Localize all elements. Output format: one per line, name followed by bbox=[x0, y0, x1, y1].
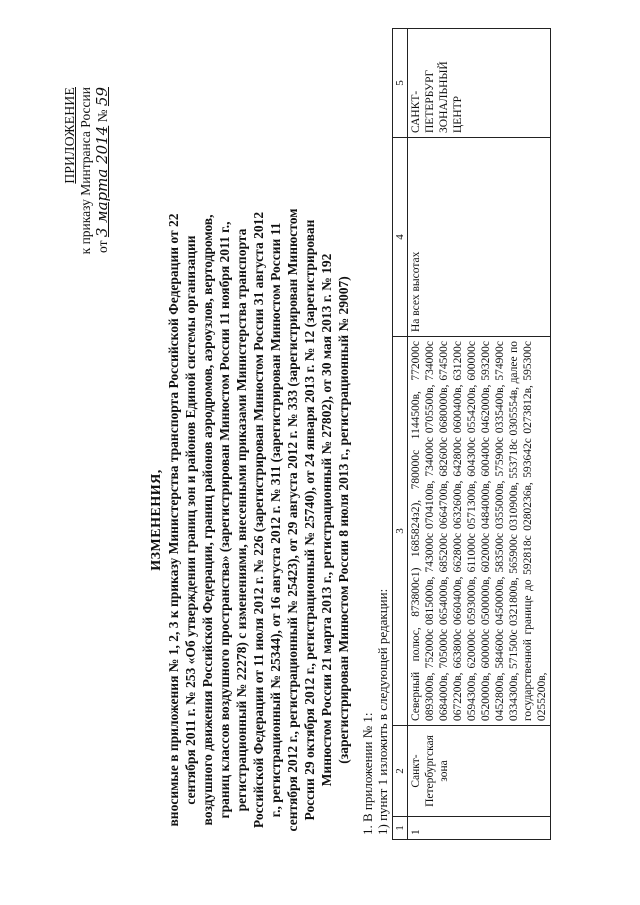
appendix-to-order: к приказу Минтранса России bbox=[78, 87, 93, 255]
table-header-cell: 5 bbox=[393, 29, 408, 138]
handwritten-number: 59 bbox=[93, 87, 111, 107]
amendment-items bbox=[360, 75, 390, 835]
row-number: 1 bbox=[408, 817, 551, 840]
table-header-cell: 2 bbox=[393, 726, 408, 817]
subitem-1: 1) пункт 1 изложить в следующей редакции: bbox=[375, 588, 390, 835]
appendix-date-line bbox=[94, 87, 111, 905]
handwritten-date: 3 марта 2014 bbox=[93, 125, 111, 238]
table-header-cell: 4 bbox=[393, 138, 408, 337]
table-header-row bbox=[393, 29, 408, 840]
table-row bbox=[408, 29, 551, 840]
date-prefix: от bbox=[95, 240, 110, 253]
zone-heights: На всех высотах bbox=[408, 138, 551, 337]
table-header-cell: 3 bbox=[393, 337, 408, 726]
table-header-cell: 1 bbox=[393, 817, 408, 840]
document-heading bbox=[148, 205, 352, 835]
heading-body: вносимые в приложения № 1, 2, 3 к приказу Министерства транспорта Российской Федерации от 22 сентября 2011 г. № 253 «Об утверждении границ зон и районов Единой системы организации воздушного движения Российской Федерации, границ районов аэродромов, аэроузлов, вертодромов, границ классов воздушного пространства» (зарегистрирован Минюстом России 11 ноября 2011 г., регистрационный № 22278) с изменениями, внесенными приказами Министерства транспорта Российской Федерации от 11 июля 2012 г. № 226 (зарегистрирован Минюстом России 31 августа 2012 г., регистрационный № 25344), от 16 августа 2012 г. № 311 (зарегистрирован Минюстом России 11 сентября 2012 г., регистрационный № 25423), от 29 августа 2012 г. № 333 (зарегистрирован Минюстом России 29 октября 2012 г., регистрационный № 25740), от 24 января 2013 г. № 12 (зарегистрирован Минюстом России 21 марта 2013 г., регистрационный № 27802), от 30 мая 2013 г. № 192 (зарегистрирован Минюстом России 8 июля 2013 г., регистрационный № 29007) bbox=[166, 208, 351, 832]
zone-name: Санкт-Петербургская зона bbox=[408, 726, 551, 817]
appendix-label: ПРИЛОЖЕНИЕ bbox=[62, 87, 77, 184]
heading-title: ИЗМЕНЕНИЯ, bbox=[149, 469, 164, 571]
number-prefix: № bbox=[95, 109, 110, 123]
zonal-center: САНКТ-ПЕТЕРБУРГ ЗОНАЛЬНЫЙ ЦЕНТР bbox=[408, 29, 551, 138]
item-1: 1. В приложении № 1: bbox=[360, 712, 375, 835]
zone-boundary-coordinates: Северный полюс, 873800с1) 1685824з2), 780000с 1144500в, 772000с 0893000в, 752000с 0815000в, 743000с 0704100в, 734000с 0705500в, 734000с 0684000в, 705000с 0654000в, 685200с 0664700в, 682600с 0680000в, 674500с 0672200в, 663800с 0660400в, 662800с 0632600в, 642800с 0600400в, 631200с 0594300в, 620000с 0593000в, 611000с 0571300в, 604300с 0554200в, 600000с 0520000в, 600000с 0500000в, 602000с 0484000в, 600400с 0462000в, 593200с 0452800в, 584600с 0450000в, 583500с 0355000в, 575900с 0335400в, 574900с 0334300в, 571500с 0321800в, 565900с 0310900в, 553718с 0305554в, далее по государственной границе до 592818с 0280236в, 593642с 0273812в, 595300с 0255200в, bbox=[408, 337, 551, 726]
appendix-header bbox=[62, 87, 111, 905]
zone-table bbox=[392, 28, 551, 840]
